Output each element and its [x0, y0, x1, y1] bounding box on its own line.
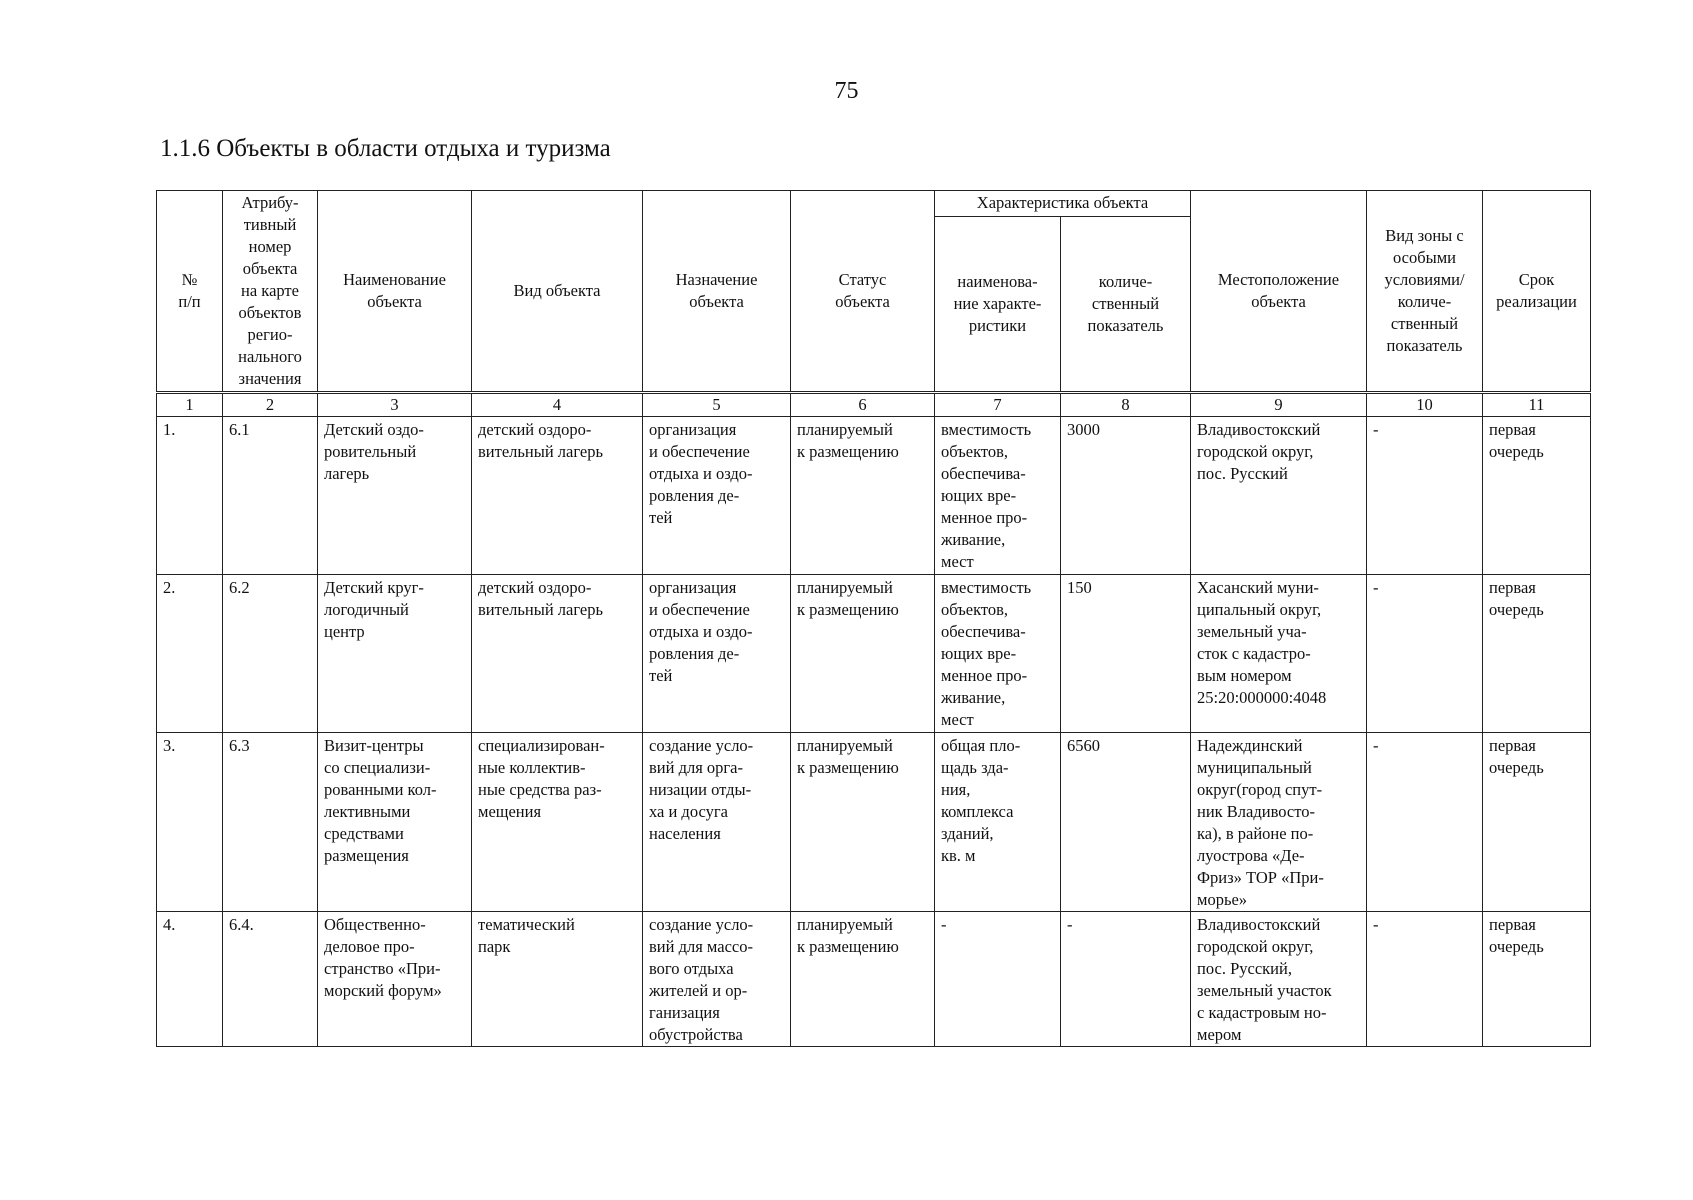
cell-zone: -	[1367, 417, 1483, 575]
column-number: 6	[791, 393, 935, 417]
header-term: Срок реализации	[1483, 191, 1591, 393]
cell-purpose: организация и обеспечение отдыха и оздо- ровления де- тей	[643, 575, 791, 733]
cell-term: первая очередь	[1483, 575, 1591, 733]
cell-char-value: -	[1061, 912, 1191, 1047]
cell-location: Владивостокский городской округ, пос. Русский	[1191, 417, 1367, 575]
cell-char-name: вместимость объектов, обеспечива- ющих вре- менное про- живание, мест	[935, 575, 1061, 733]
column-number: 10	[1367, 393, 1483, 417]
cell-char-name: общая пло- щадь зда- ния, комплекса зданий, кв. м	[935, 733, 1061, 912]
cell-num: 1.	[157, 417, 223, 575]
column-number: 7	[935, 393, 1061, 417]
cell-location: Владивостокский городской округ, пос. Русский, земельный участок с кадастровым но- мером	[1191, 912, 1367, 1047]
cell-num: 4.	[157, 912, 223, 1047]
column-number: 11	[1483, 393, 1591, 417]
column-number: 2	[223, 393, 318, 417]
column-number: 3	[318, 393, 472, 417]
cell-purpose: организация и обеспечение отдыха и оздо- ровления де- тей	[643, 417, 791, 575]
cell-type: специализирован- ные коллектив- ные средства раз- мещения	[472, 733, 643, 912]
header-type: Вид объекта	[472, 191, 643, 393]
cell-type: детский оздоро- вительный лагерь	[472, 575, 643, 733]
header-status: Статус объекта	[791, 191, 935, 393]
header-char-name: наименова- ние характе- ристики	[935, 216, 1061, 392]
table-row	[157, 417, 1591, 575]
cell-name: Детский оздо- ровительный лагерь	[318, 417, 472, 575]
column-number: 1	[157, 393, 223, 417]
cell-name: Детский круг- логодичный центр	[318, 575, 472, 733]
cell-attr: 6.4.	[223, 912, 318, 1047]
header-attr-number: Атрибу- тивный номер объекта на карте объектов регио- нального значения	[223, 191, 318, 393]
header-num: № п/п	[157, 191, 223, 393]
cell-attr: 6.2	[223, 575, 318, 733]
cell-char-name: вместимость объектов, обеспечива- ющих вре- менное про- живание, мест	[935, 417, 1061, 575]
header-purpose: Назначение объекта	[643, 191, 791, 393]
column-number: 9	[1191, 393, 1367, 417]
cell-char-value: 3000	[1061, 417, 1191, 575]
header-location: Местоположение объекта	[1191, 191, 1367, 393]
column-number: 8	[1061, 393, 1191, 417]
table-row	[157, 733, 1591, 912]
cell-type: тематический парк	[472, 912, 643, 1047]
cell-term: первая очередь	[1483, 417, 1591, 575]
cell-char-value: 6560	[1061, 733, 1191, 912]
page-number: 75	[834, 78, 859, 104]
header-zone: Вид зоны с особыми условиями/ количе- ственный показатель	[1367, 191, 1483, 393]
cell-zone: -	[1367, 912, 1483, 1047]
cell-name: Общественно- деловое про- странство «При- морский форум»	[318, 912, 472, 1047]
cell-attr: 6.3	[223, 733, 318, 912]
cell-status: планируемый к размещению	[791, 575, 935, 733]
cell-zone: -	[1367, 733, 1483, 912]
cell-status: планируемый к размещению	[791, 733, 935, 912]
cell-num: 2.	[157, 575, 223, 733]
cell-location: Хасанский муни- ципальный округ, земельный уча- сток с кадастро- вым номером 25:20:000000:4048	[1191, 575, 1367, 733]
cell-term: первая очередь	[1483, 912, 1591, 1047]
cell-status: планируемый к размещению	[791, 912, 935, 1047]
column-number: 5	[643, 393, 791, 417]
cell-term: первая очередь	[1483, 733, 1591, 912]
cell-location: Надеждинский муниципальный округ(город спут- ник Владивосто- ка), в районе по- луострова «Де- Фриз» ТОР «При- морье»	[1191, 733, 1367, 912]
header-char-value: количе- ственный показатель	[1061, 216, 1191, 392]
cell-purpose: создание усло- вий для массо- вого отдыха жителей и ор- ганизация обустройства	[643, 912, 791, 1047]
cell-zone: -	[1367, 575, 1483, 733]
cell-purpose: создание усло- вий для орга- низации отды- ха и досуга населения	[643, 733, 791, 912]
objects-table	[156, 190, 1591, 1047]
table-row	[157, 575, 1591, 733]
cell-name: Визит-центры со специализи- рованными кол- лективными средствами размещения	[318, 733, 472, 912]
cell-char-value: 150	[1061, 575, 1191, 733]
cell-status: планируемый к размещению	[791, 417, 935, 575]
cell-attr: 6.1	[223, 417, 318, 575]
header-name: Наименование объекта	[318, 191, 472, 393]
table-row	[157, 912, 1591, 1047]
header-characteristic-group: Характеристика объекта	[935, 191, 1191, 217]
section-title: 1.1.6 Объекты в области отдыха и туризма	[160, 135, 611, 162]
cell-type: детский оздоро- вительный лагерь	[472, 417, 643, 575]
cell-num: 3.	[157, 733, 223, 912]
column-number: 4	[472, 393, 643, 417]
cell-char-name: -	[935, 912, 1061, 1047]
